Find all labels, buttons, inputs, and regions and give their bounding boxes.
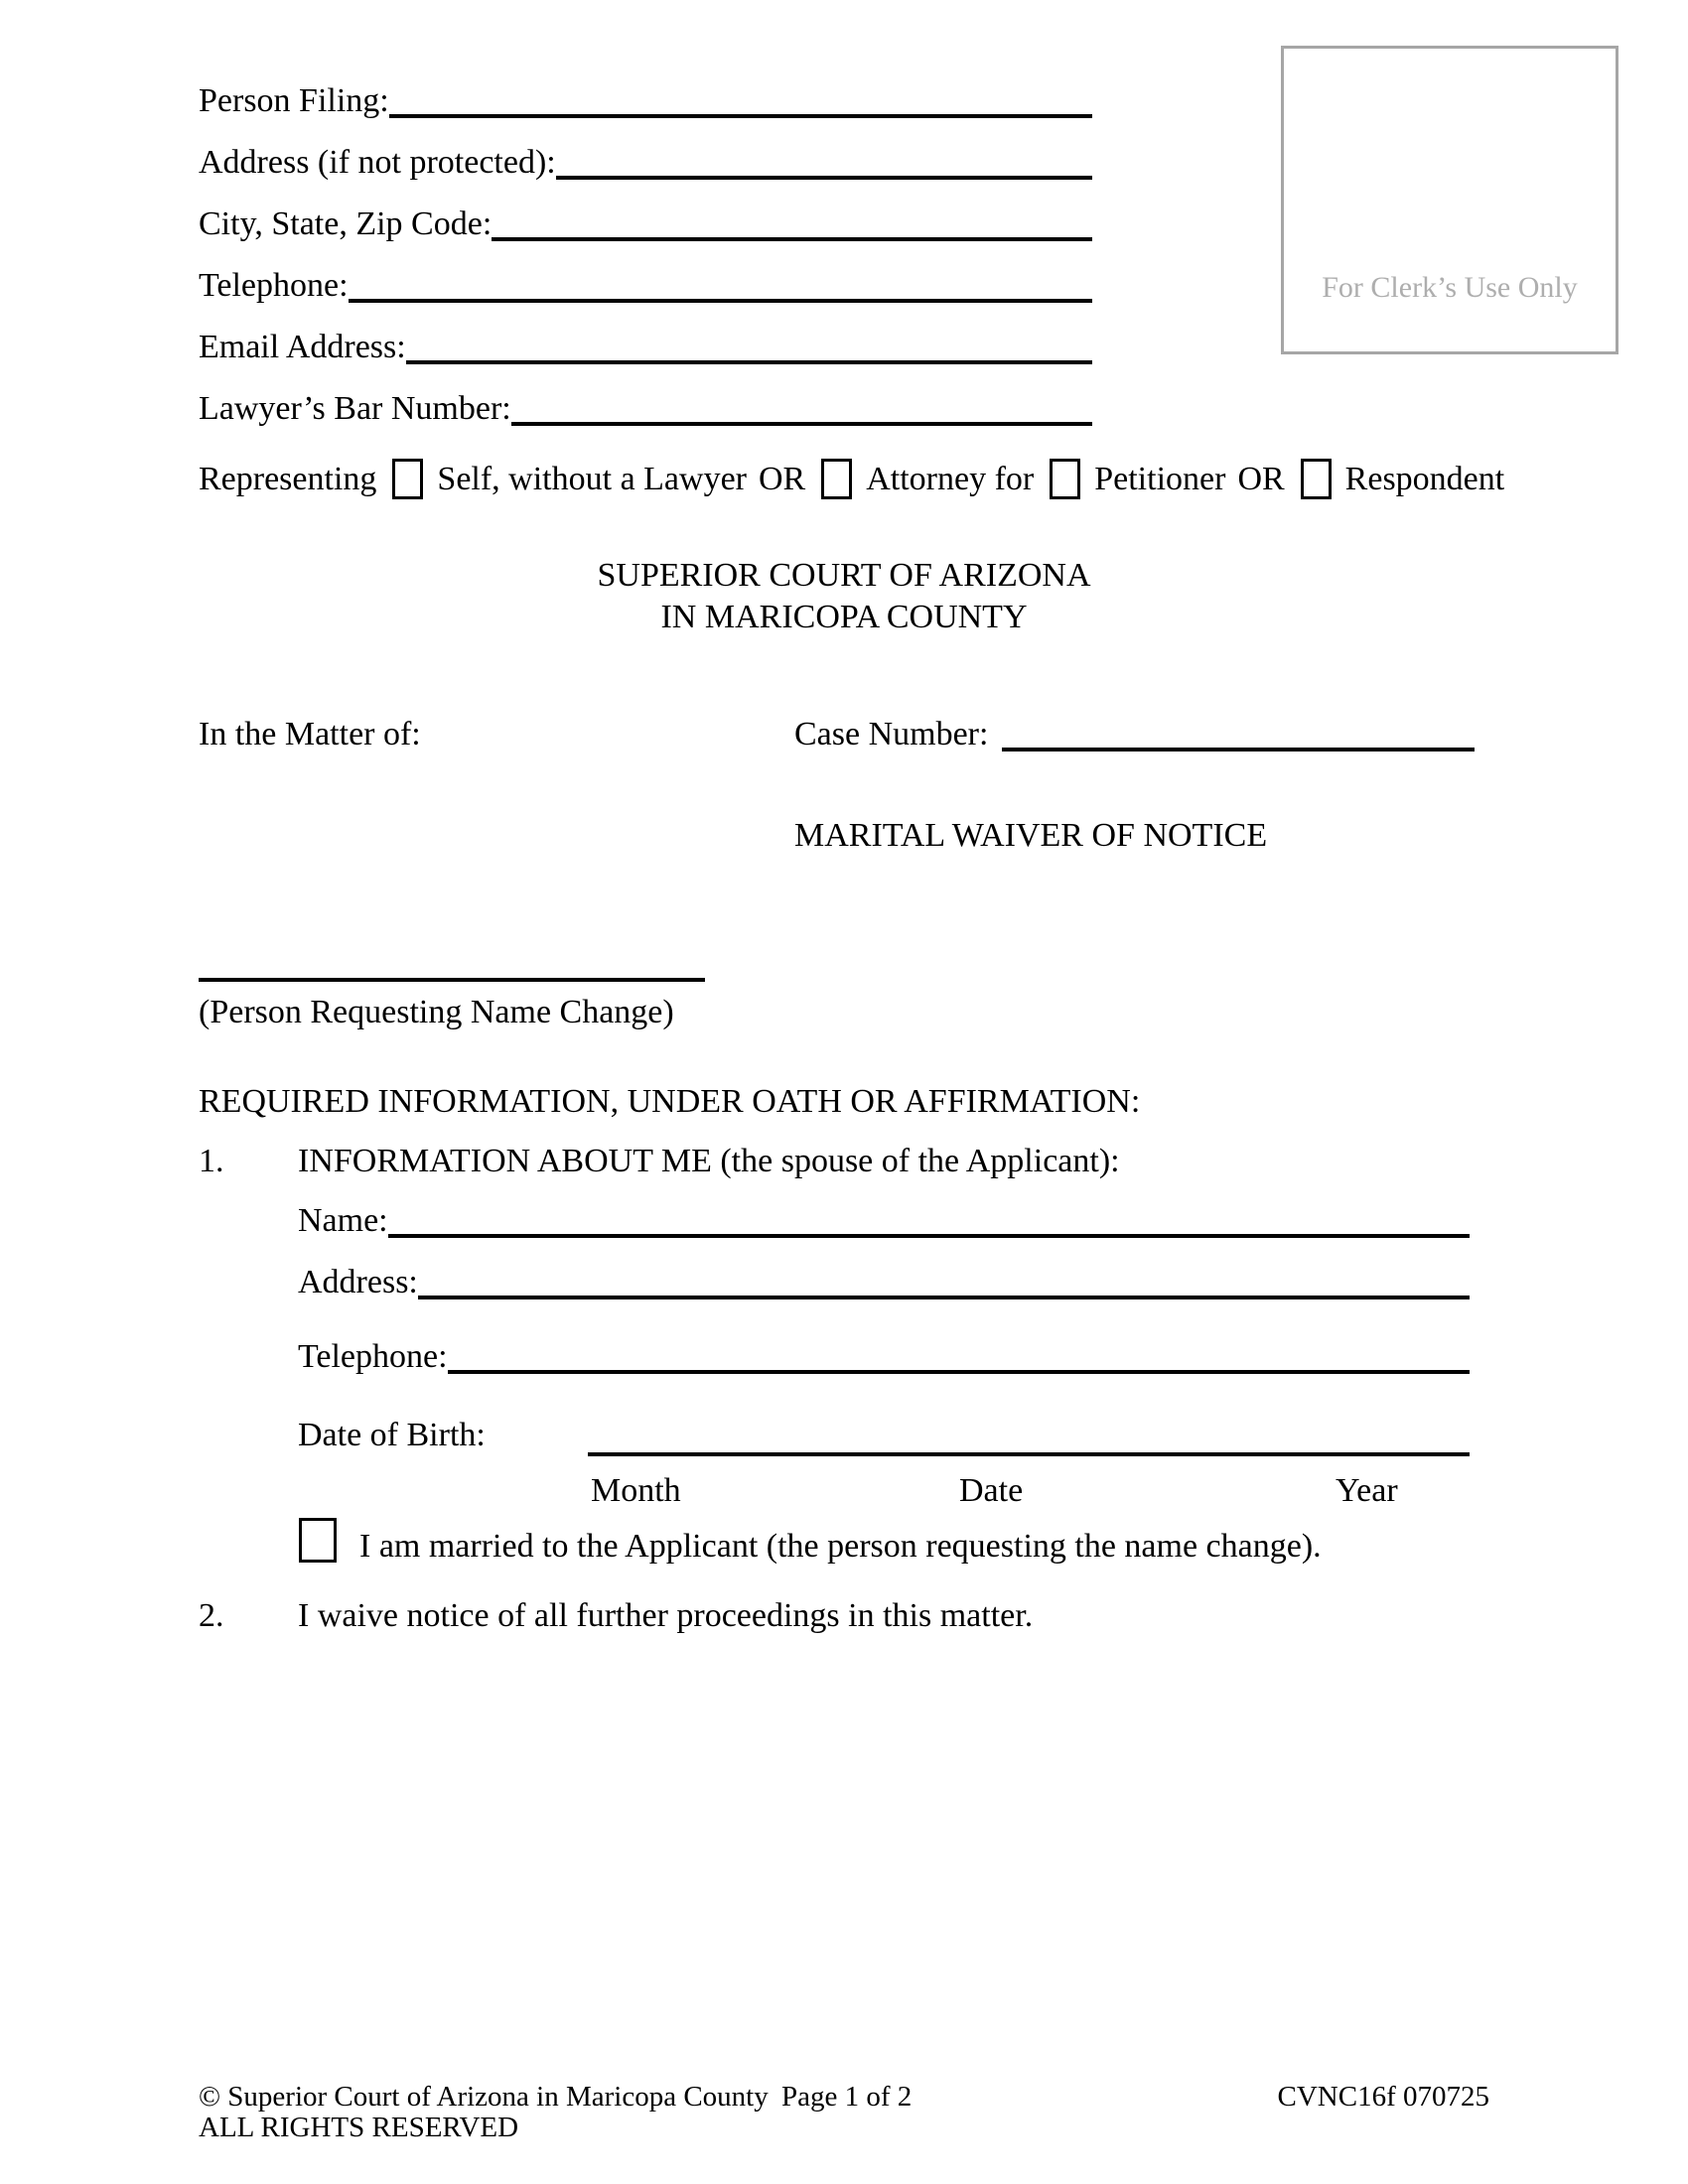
document-title: MARITAL WAIVER OF NOTICE xyxy=(794,817,1268,854)
case-number-label: Case Number: xyxy=(794,716,989,752)
attorney-option-label: Attorney for xyxy=(866,461,1035,497)
footer-copyright-line2: ALL RIGHTS RESERVED xyxy=(199,2112,519,2143)
representing-row xyxy=(199,459,1504,499)
city-state-zip-input-line[interactable] xyxy=(492,237,1092,241)
bar-number-label: Lawyer’s Bar Number: xyxy=(199,390,511,427)
bar-number-row xyxy=(199,389,1092,429)
telephone-row xyxy=(199,266,1092,306)
name-input-line[interactable] xyxy=(388,1234,1470,1238)
email-input-line[interactable] xyxy=(406,360,1092,364)
email-row xyxy=(199,328,1092,367)
or-text-2: OR xyxy=(1237,461,1285,497)
spouse-telephone-input-line[interactable] xyxy=(448,1370,1470,1374)
court-title-line1: SUPERIOR COURT OF ARIZONA xyxy=(597,557,1091,594)
petitioner-checkbox[interactable] xyxy=(1050,459,1080,499)
petitioner-option-label: Petitioner xyxy=(1094,461,1226,497)
bar-number-input-line[interactable] xyxy=(511,422,1092,426)
person-filing-row xyxy=(199,81,1092,121)
dob-month-label: Month xyxy=(591,1472,681,1509)
address-label: Address (if not protected): xyxy=(199,144,556,181)
name-label: Name: xyxy=(298,1202,388,1239)
spouse-address-row xyxy=(298,1263,1470,1302)
item1-number: 1. xyxy=(199,1143,224,1179)
court-title-line2: IN MARICOPA COUNTY xyxy=(660,599,1028,635)
footer-copyright xyxy=(199,2082,769,2143)
item2-text: I waive notice of all further proceedings in this matter. xyxy=(298,1597,1034,1634)
dob-year-label: Year xyxy=(1336,1472,1398,1509)
or-text-1: OR xyxy=(758,461,806,497)
footer-page-info: Page 1 of 2 xyxy=(781,2081,913,2113)
email-label: Email Address: xyxy=(199,329,406,365)
case-number-row xyxy=(794,715,1475,754)
clerk-use-box xyxy=(1281,46,1618,354)
representing-label: Representing xyxy=(199,461,377,497)
respondent-option-label: Respondent xyxy=(1344,461,1505,497)
item2-number: 2. xyxy=(199,1597,224,1634)
person-filing-input-line[interactable] xyxy=(389,114,1092,118)
footer-copyright-line1: © Superior Court of Arizona in Maricopa County xyxy=(199,2081,769,2113)
spouse-telephone-label: Telephone: xyxy=(298,1338,448,1375)
self-checkbox[interactable] xyxy=(392,459,423,499)
item1-heading: INFORMATION ABOUT ME (the spouse of the Applicant): xyxy=(298,1143,1120,1179)
spouse-address-label: Address: xyxy=(298,1264,418,1300)
requester-name-line[interactable] xyxy=(199,978,705,982)
required-heading: REQUIRED INFORMATION, UNDER OATH OR AFFIRMATION: xyxy=(199,1083,1141,1120)
requester-caption: (Person Requesting Name Change) xyxy=(199,994,674,1030)
attorney-checkbox[interactable] xyxy=(821,459,852,499)
person-filing-label: Person Filing: xyxy=(199,82,389,119)
self-option-label: Self, without a Lawyer xyxy=(437,461,747,497)
footer-form-number: CVNC16f 070725 xyxy=(1277,2081,1489,2113)
city-state-zip-row xyxy=(199,205,1092,244)
clerk-use-label: For Clerk’s Use Only xyxy=(1322,271,1578,304)
dob-input-line[interactable] xyxy=(588,1452,1470,1456)
in-the-matter-of-label: In the Matter of: xyxy=(199,716,421,752)
married-statement: I am married to the Applicant (the person requesting the name change). xyxy=(359,1528,1322,1565)
married-checkbox[interactable] xyxy=(299,1518,337,1563)
telephone-label: Telephone: xyxy=(199,267,349,304)
spouse-address-input-line[interactable] xyxy=(418,1296,1470,1299)
case-number-input-line[interactable] xyxy=(1002,748,1475,751)
dob-label: Date of Birth: xyxy=(298,1417,486,1453)
address-input-line[interactable] xyxy=(556,176,1092,180)
address-row xyxy=(199,143,1092,183)
respondent-checkbox[interactable] xyxy=(1301,459,1332,499)
name-row xyxy=(298,1201,1470,1241)
dob-date-label: Date xyxy=(959,1472,1024,1509)
spouse-telephone-row xyxy=(298,1337,1470,1377)
city-state-zip-label: City, State, Zip Code: xyxy=(199,205,492,242)
telephone-input-line[interactable] xyxy=(349,299,1092,303)
